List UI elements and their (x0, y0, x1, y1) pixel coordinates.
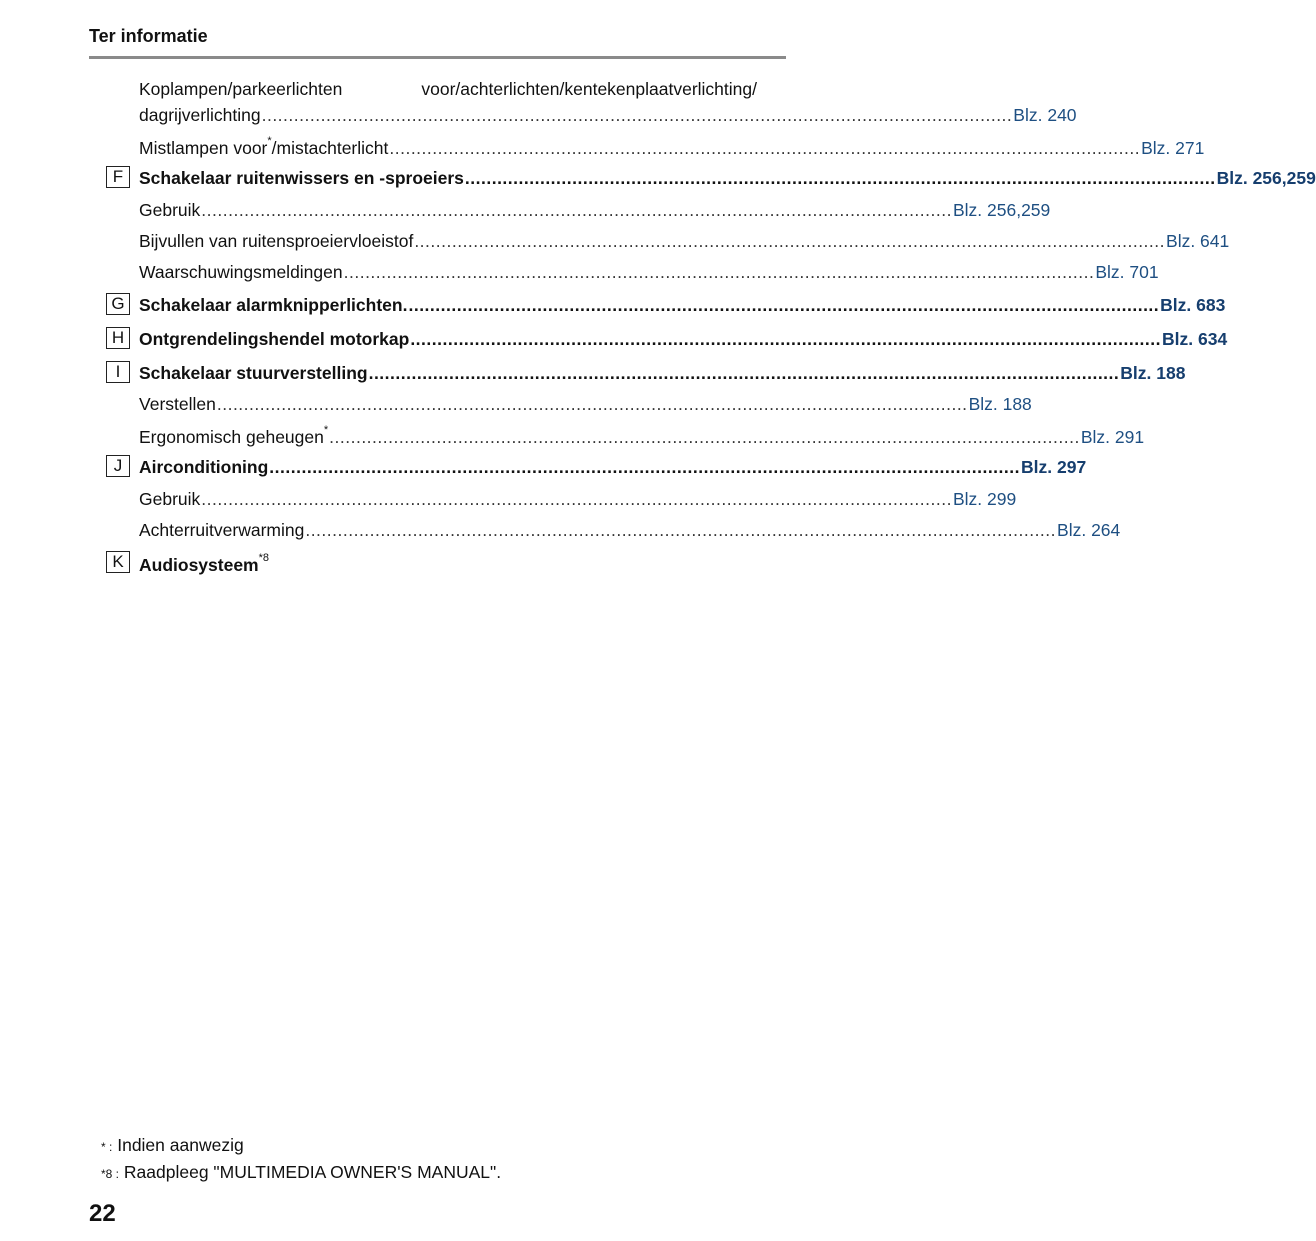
toc-entry-koplampen[interactable] (139, 102, 1077, 126)
header-divider (89, 56, 786, 59)
page-reference-link[interactable]: Blz. 634 (1162, 329, 1228, 349)
footnote-mark: *8 : (101, 1167, 120, 1181)
toc-entry-gebruik[interactable] (139, 197, 1051, 221)
dot-leader: ............................................................................................................................................ (464, 168, 1216, 188)
toc-entry-alarmknipperlichten[interactable] (139, 292, 1226, 316)
dot-leader: ............................................................................................................................................ (216, 394, 968, 414)
page-reference-link[interactable]: Blz. 701 (1095, 262, 1159, 282)
page-reference-link[interactable]: Blz. 256,259 (952, 200, 1051, 220)
footnote-text: Raadpleeg "MULTIMEDIA OWNER'S MANUAL". (123, 1162, 502, 1182)
page-reference-link[interactable]: Blz. 188 (968, 394, 1032, 414)
footnote-marker: *8 (258, 552, 270, 565)
page-reference-link[interactable]: Blz. 188 (1120, 363, 1186, 383)
toc-entry-label: Ergonomisch geheugen* (139, 424, 329, 447)
toc-entry-label: Audiosysteem$^{*8}$ (139, 552, 270, 575)
dot-leader: ............................................................................................................................................ (389, 138, 1141, 158)
dot-leader: ............................................................................................................................................ (414, 231, 1166, 251)
toc-entry-ergonomisch-geheugen[interactable] (139, 424, 1145, 448)
toc-entry-verstellen[interactable] (139, 391, 1032, 415)
toc-entry-label: Schakelaar alarmknipperlichten. (139, 295, 408, 315)
toc-entry-label: Achterruitverwarming (139, 520, 305, 540)
page-reference-link[interactable]: Blz. 264 (1057, 520, 1121, 540)
page-reference-link[interactable]: Blz. 256,259 (1216, 168, 1316, 188)
toc-entry-audiosysteem[interactable] (139, 552, 757, 576)
page-reference-link[interactable]: Blz. 641 (1166, 231, 1230, 251)
item-letter-k: K (106, 551, 130, 573)
page-reference-link[interactable]: Blz. 297 (1021, 457, 1087, 477)
dot-leader: ............................................................................................................................................ (201, 489, 952, 509)
dot-leader: ............................................................................................................................................ (269, 457, 1020, 477)
page-reference-link[interactable]: Blz. 299 (952, 489, 1017, 509)
toc-entry-label: Gebruik (139, 200, 201, 220)
toc-entry-gebruik-airco[interactable] (139, 486, 1017, 510)
page-reference-link[interactable]: Blz. 683 (1160, 295, 1226, 315)
item-letter-g: G (106, 293, 130, 315)
footnote (101, 1161, 501, 1185)
item-letter-i: I (106, 361, 130, 383)
toc-entry-label: Koplampen/parkeerlichten (139, 79, 343, 99)
page-number: 22 (89, 1200, 116, 1227)
toc-entry-label: Ontgrendelingshendel motorkap (139, 329, 410, 349)
dot-leader: ............................................................................................................................................ (343, 262, 1095, 282)
toc-entry-label: voor/achterlichten/kentekenplaatverlichting/ (421, 79, 757, 99)
toc-entry-koplampen-line1 (139, 78, 757, 100)
footnote (101, 1134, 244, 1158)
page-reference-link[interactable]: Blz. 271 (1141, 138, 1205, 158)
toc-entry-motorkap[interactable] (139, 326, 1228, 350)
dot-leader: ............................................................................................................................................ (305, 520, 1057, 540)
toc-entry-label: Gebruik (139, 489, 201, 509)
toc-entry-label: Schakelaar ruitenwissers en -sproeiers (139, 168, 464, 188)
toc-entry-label: Waarschuwingsmeldingen (139, 262, 343, 282)
toc-entry-airconditioning[interactable] (139, 454, 1087, 478)
toc-entry-label: Mistlampen voor*/mistachterlicht (139, 135, 389, 158)
item-letter-j: J (106, 455, 130, 477)
item-letter-h: H (106, 327, 130, 349)
toc-entry-schakelaar-ruitenwissers[interactable] (139, 165, 1316, 189)
item-letter-f: F (106, 166, 130, 188)
toc-entry-mistlampen[interactable] (139, 135, 1205, 159)
dot-leader: ............................................................................................................................................ (368, 363, 1120, 383)
footnote-marker: * (323, 424, 329, 437)
toc-entry-bijvullen[interactable] (139, 228, 1230, 252)
toc-entry-label: Schakelaar stuurverstelling (139, 363, 368, 383)
toc-entry-label: Airconditioning (139, 457, 269, 477)
toc-entry-waarschuwingsmeldingen[interactable] (139, 259, 1159, 283)
dot-leader: ............................................................................................................................................ (261, 105, 1013, 125)
dot-leader: ............................................................................................................................................ (201, 200, 952, 220)
toc-entry-achterruitverwarming[interactable] (139, 517, 1121, 541)
dot-leader: ............................................................................................................................................ (410, 329, 1162, 349)
footnote-mark: * : (101, 1140, 113, 1154)
toc-entry-stuurverstelling[interactable] (139, 360, 1186, 384)
toc-entry-label: Bijvullen van ruitensproeiervloeistof (139, 231, 414, 251)
dot-leader: ............................................................................................................................................ (329, 427, 1080, 447)
footnote-marker: * (267, 135, 272, 148)
page-reference-link[interactable]: Blz. 240 (1013, 105, 1077, 125)
footnote-text: Indien aanwezig (117, 1135, 244, 1155)
page-header-title: Ter informatie (89, 26, 208, 46)
page-reference-link[interactable]: Blz. 291 (1080, 427, 1145, 447)
dot-leader: ............................................................................................................................................ (408, 295, 1160, 315)
toc-entry-label: dagrijverlichting (139, 105, 261, 125)
toc-entry-label: Verstellen (139, 394, 216, 414)
